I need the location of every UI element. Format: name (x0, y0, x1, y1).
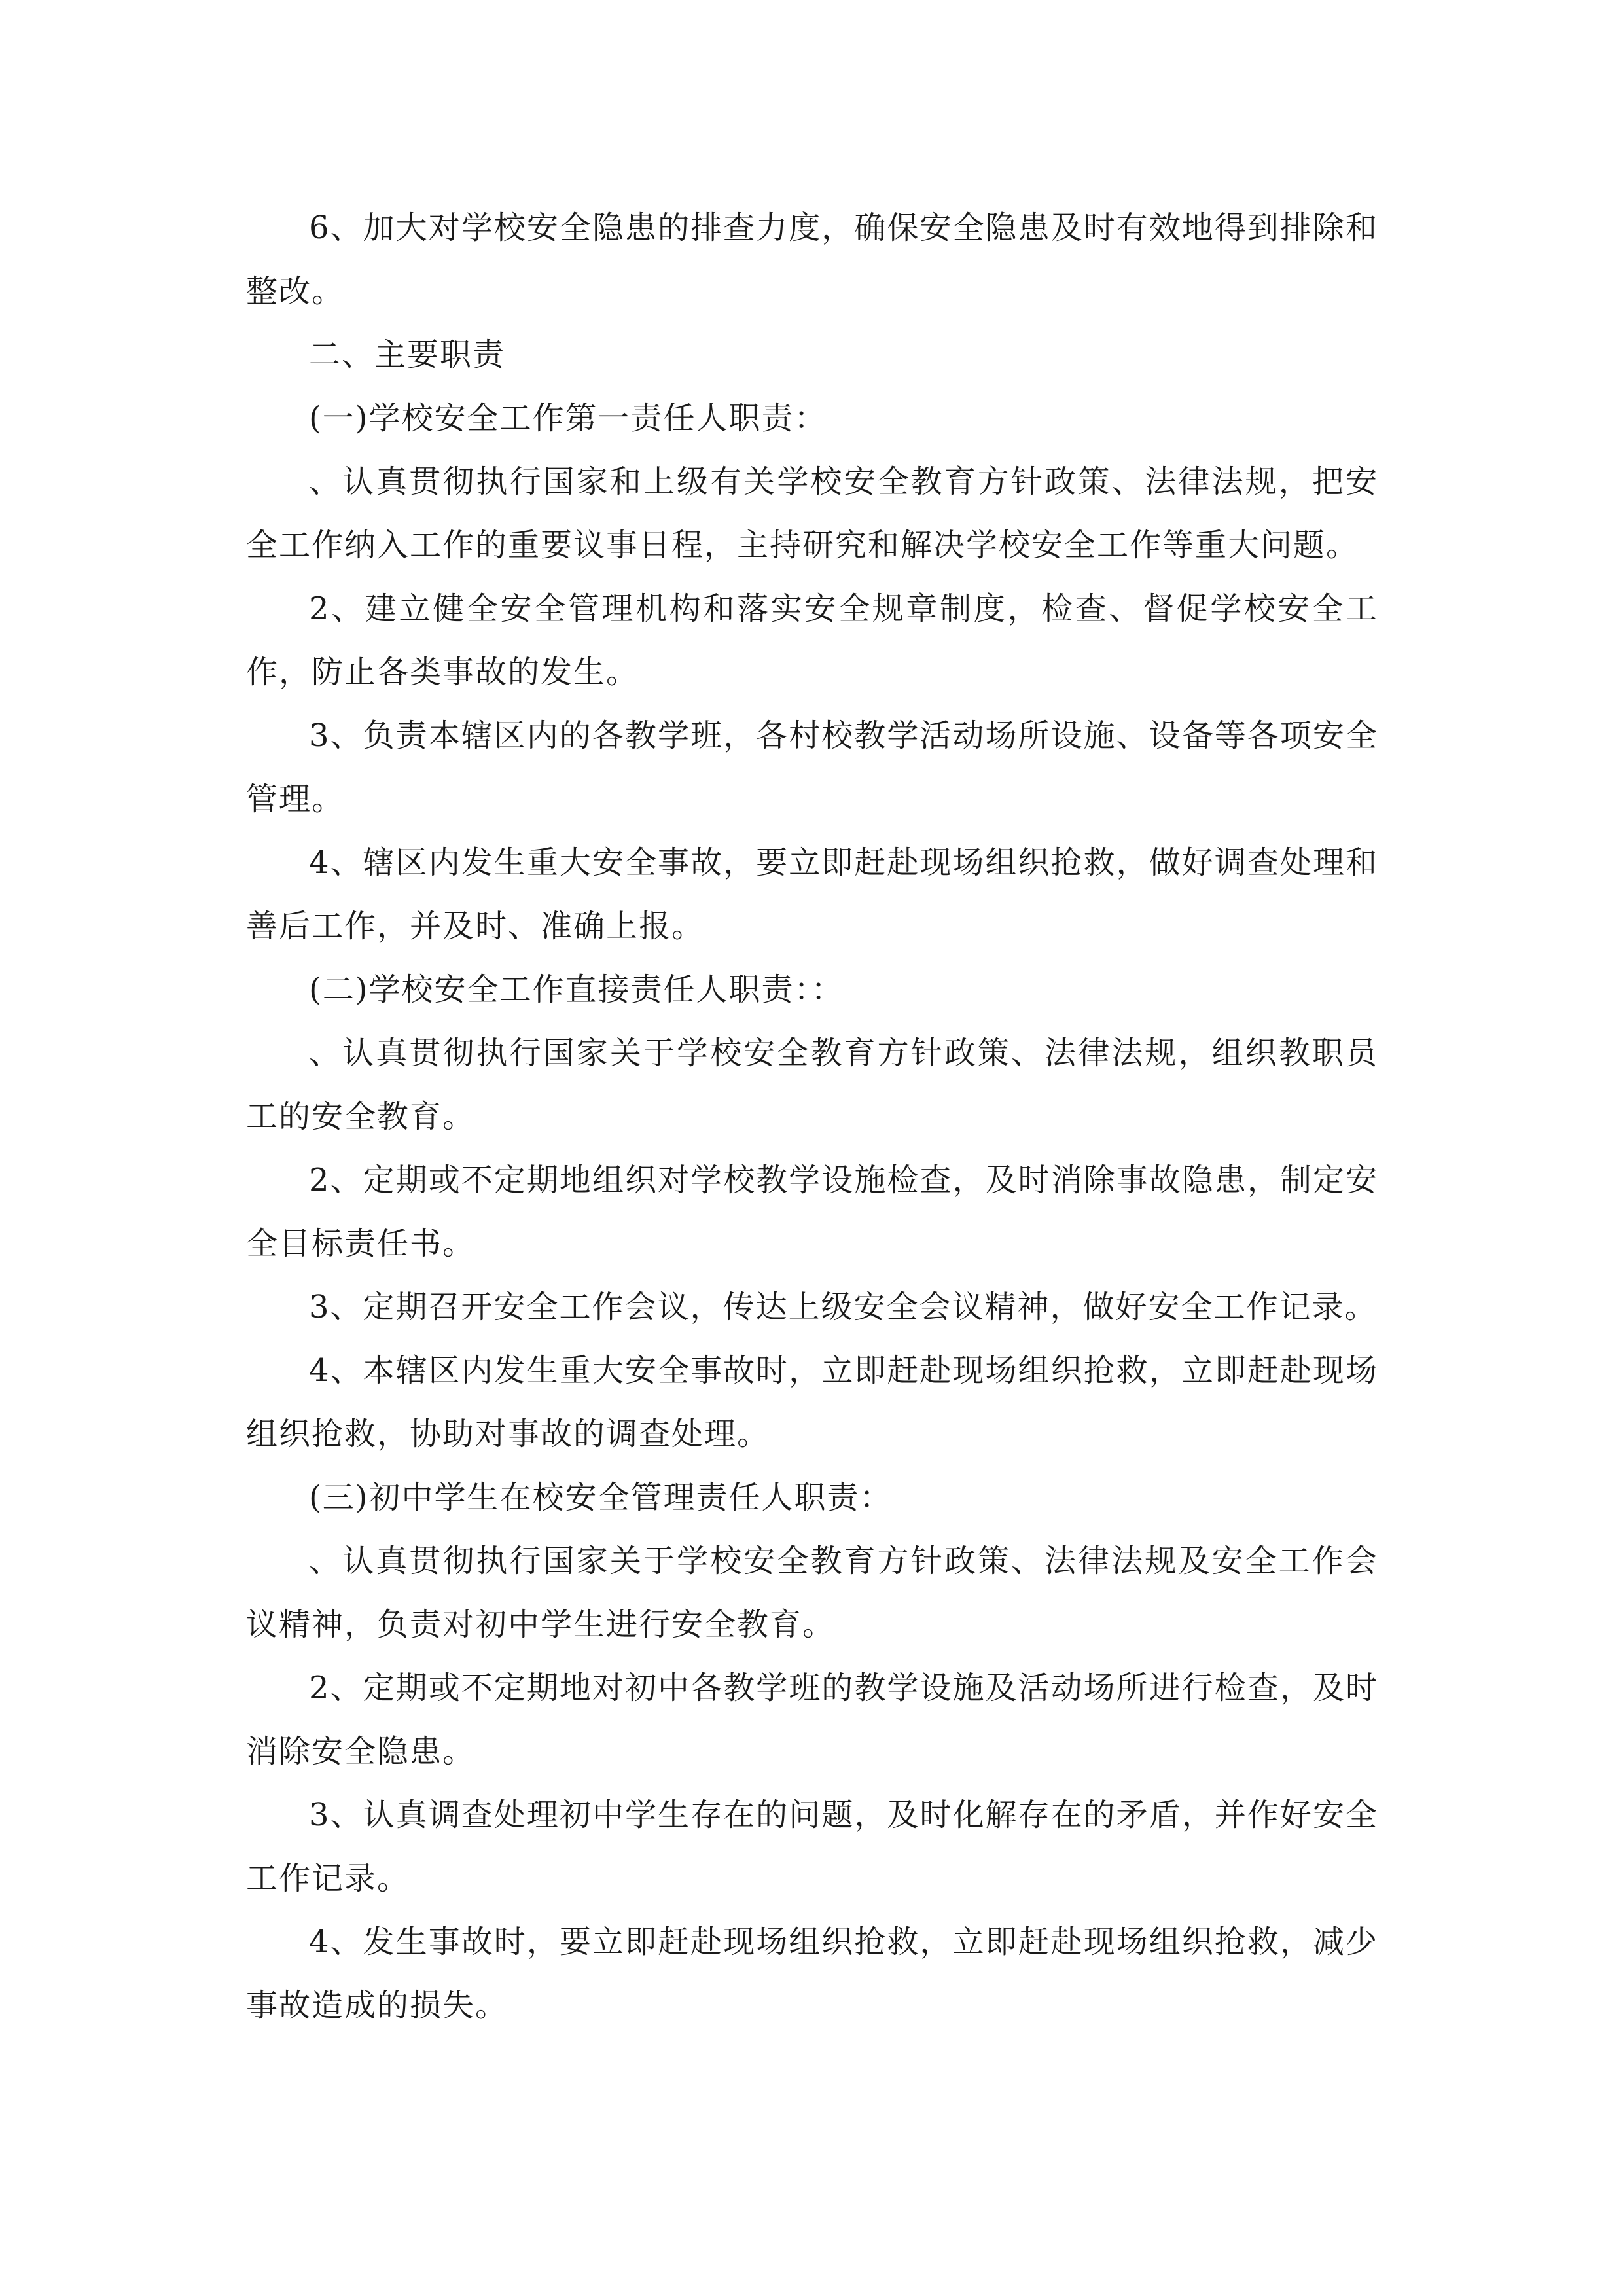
paragraph-duty-2-4: 4、本辖区内发生重大安全事故时，立即赶赴现场组织抢救，立即赶赴现场组织抢救，协助对事故的调查处理。 (246, 1352, 1378, 1452)
paragraph-duty-1-2: 2、建立健全安全管理机构和落实安全规章制度，检查、督促学校安全工作，防止各类事故的发生。 (246, 590, 1378, 691)
paragraph-duty-3-2: 2、定期或不定期地对初中各教学班的教学设施及活动场所进行检查，及时消除安全隐患。 (246, 1670, 1378, 1770)
subheading-junior-student-manager: (三)初中学生在校安全管理责任人职责： (309, 1479, 893, 1516)
paragraph-duty-3-1: 、认真贯彻执行国家关于学校安全教育方针政策、法律法规及安全工作会议精神，负责对初中学生进行安全教育。 (246, 1543, 1378, 1643)
paragraph-duty-3-4: 4、发生事故时，要立即赶赴现场组织抢救，立即赶赴现场组织抢救，减少事故造成的损失。 (246, 1924, 1378, 2024)
paragraph-duty-1-4: 4、辖区内发生重大安全事故，要立即赶赴现场组织抢救，做好调查处理和善后工作，并及时、准确上报。 (246, 844, 1378, 944)
paragraph-duty-2-1: 、认真贯彻执行国家关于学校安全教育方针政策、法律法规，组织教职员工的安全教育。 (246, 1035, 1378, 1135)
paragraph-duty-1-3: 3、负责本辖区内的各教学班，各村校教学活动场所设施、设备等各项安全管理。 (246, 717, 1378, 817)
paragraph-duty-2-2: 2、定期或不定期地组织对学校教学设施检查，及时消除事故隐患，制定安全目标责任书。 (246, 1162, 1378, 1262)
subheading-first-responsible-person: (一)学校安全工作第一责任人职责： (309, 400, 827, 437)
paragraph-item-6: 6、加大对学校安全隐患的排查力度，确保安全隐患及时有效地得到排除和整改。 (246, 209, 1378, 310)
subheading-direct-responsible-person: (二)学校安全工作直接责任人职责：： (309, 971, 844, 1008)
paragraph-duty-3-3: 3、认真调查处理初中学生存在的问题，及时化解存在的矛盾，并作好安全工作记录。 (246, 1797, 1378, 1897)
paragraph-duty-1-1: 、认真贯彻执行国家和上级有关学校安全教育方针政策、法律法规，把安全工作纳入工作的重要议事日程，主持研究和解决学校安全工作等重大问题。 (246, 463, 1378, 564)
document-body (246, 196, 1378, 2037)
section-heading-main-duties: 二、主要职责 (309, 336, 506, 373)
paragraph-duty-2-3: 3、定期召开安全工作会议，传达上级安全会议精神，做好安全工作记录。 (309, 1289, 1378, 1325)
